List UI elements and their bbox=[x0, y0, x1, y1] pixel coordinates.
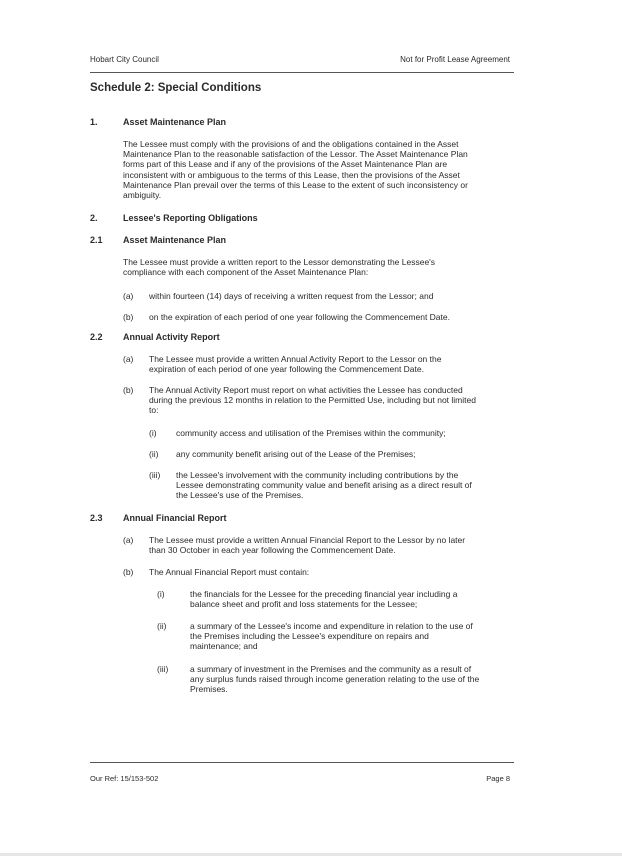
text-line: any surplus funds raised through income generation relating to the use of the bbox=[190, 674, 480, 685]
text-line: a summary of investment in the Premises and the community as a result of bbox=[190, 664, 472, 674]
text-line: a summary of the Lessee's income and expenditure in relation to the use of bbox=[190, 621, 473, 631]
text-line: inconsistent with or ambiguous to the terms of this Lease, then the provisions of the Asset bbox=[123, 169, 460, 180]
section-2-1-heading: Asset Maintenance Plan bbox=[123, 235, 227, 245]
section-2-2-number: 2.2 bbox=[90, 332, 103, 342]
clause-2-3-b-iii-text bbox=[190, 664, 514, 695]
clause-2-1-a-text: within fourteen (14) days of receiving a written request from the Lessor; and bbox=[149, 291, 434, 301]
text-line: maintenance; and bbox=[190, 641, 258, 652]
section-2-number: 2. bbox=[90, 213, 98, 223]
text-line: expiration of each period of one year following the Commencement Date. bbox=[149, 364, 424, 375]
text-line: The Lessee must provide a written Annual Activity Report to the Lessor on the bbox=[149, 354, 442, 364]
section-1-number: 1. bbox=[90, 117, 98, 127]
text-line: ambiguity. bbox=[123, 190, 162, 201]
text-line: balance sheet and profit and loss statements for the Lessee; bbox=[190, 599, 418, 610]
text-line: Premises. bbox=[190, 684, 228, 695]
text-line: The Annual Activity Report must report on what activities the Lessee has conducted bbox=[149, 385, 463, 395]
section-2-heading: Lessee's Reporting Obligations bbox=[123, 213, 258, 223]
header-organisation: Hobart City Council bbox=[90, 55, 159, 64]
clause-2-2-a-text bbox=[149, 354, 514, 374]
text-line: The Lessee must provide a written report to the Lessor demonstrating the Lessee's bbox=[123, 257, 436, 267]
section-1-heading: Asset Maintenance Plan bbox=[123, 117, 227, 127]
text-line: Maintenance Plan to the reasonable satisfaction of the Lessor. The Asset Maintenance Plan bbox=[123, 149, 468, 160]
section-2-2-heading: Annual Activity Report bbox=[123, 332, 220, 342]
text-line: the financials for the Lessee for the preceding financial year including a bbox=[190, 589, 458, 599]
clause-2-3-b-i-text bbox=[190, 589, 514, 609]
section-2-1-paragraph bbox=[123, 257, 513, 277]
clause-2-3-a-text bbox=[149, 535, 514, 555]
text-line: The Lessee must provide a written Annual Financial Report to the Lessor by no later bbox=[149, 535, 466, 545]
section-2-3-number: 2.3 bbox=[90, 513, 103, 523]
clause-2-3-b-i-label: (i) bbox=[157, 589, 165, 599]
clause-2-1-b-text: on the expiration of each period of one year following the Commencement Date. bbox=[149, 312, 450, 322]
clause-2-1-a-label: (a) bbox=[123, 291, 134, 301]
clause-2-3-b-label: (b) bbox=[123, 567, 134, 577]
text-line: The Lessee must comply with the provisions of and the obligations contained in the Asset bbox=[123, 139, 459, 149]
clause-2-2-b-label: (b) bbox=[123, 385, 134, 395]
clause-2-3-a-label: (a) bbox=[123, 535, 134, 545]
footer-rule bbox=[90, 762, 514, 763]
text-line: the Lessee's involvement with the community including contributions by the bbox=[176, 470, 459, 480]
section-1-paragraph bbox=[123, 139, 513, 200]
text-line: Maintenance Plan prevail over the terms of this Lease to the extent of such inconsistency or bbox=[123, 179, 468, 190]
clause-2-1-b-label: (b) bbox=[123, 312, 134, 322]
text-line: to: bbox=[149, 405, 159, 416]
clause-2-2-b-ii-text: any community benefit arising out of the Lease of the Premises; bbox=[176, 449, 416, 459]
clause-2-2-b-ii-label: (ii) bbox=[149, 449, 159, 459]
text-line: than 30 October in each year following the Commencement Date. bbox=[149, 545, 396, 556]
clause-2-2-b-iii-label: (iii) bbox=[149, 470, 161, 480]
text-line: forms part of this Lease and if any of the provisions of the Asset Maintenance Plan are bbox=[123, 159, 448, 170]
section-2-1-number: 2.1 bbox=[90, 235, 103, 245]
clause-2-2-b-text bbox=[149, 385, 514, 416]
clause-2-3-b-ii-text bbox=[190, 621, 514, 652]
clause-2-2-b-iii-text bbox=[176, 470, 514, 501]
header-document-title: Not for Profit Lease Agreement bbox=[400, 55, 510, 64]
section-2-3-heading: Annual Financial Report bbox=[123, 513, 227, 523]
clause-2-2-a-label: (a) bbox=[123, 354, 134, 364]
clause-2-2-b-i-text: community access and utilisation of the Premises within the community; bbox=[176, 428, 446, 438]
clause-2-3-b-text: The Annual Financial Report must contain: bbox=[149, 567, 310, 577]
text-line: the Lessee's use of the Premises. bbox=[176, 490, 304, 501]
header-rule bbox=[90, 72, 514, 73]
footer-page-number: Page 8 bbox=[486, 774, 510, 783]
clause-2-2-b-i-label: (i) bbox=[149, 428, 157, 438]
text-line: compliance with each component of the Asset Maintenance Plan: bbox=[123, 267, 369, 278]
text-line: the Premises including the Lessee's expenditure on repairs and bbox=[190, 631, 429, 642]
footer-reference: Our Ref: 15/153-502 bbox=[90, 774, 159, 783]
clause-2-3-b-ii-label: (ii) bbox=[157, 621, 167, 631]
text-line: Lessee demonstrating community value and benefit arising as a direct result of bbox=[176, 480, 472, 491]
clause-2-3-b-iii-label: (iii) bbox=[157, 664, 169, 674]
text-line: during the previous 12 months in relation to the Permitted Use, including but not limited bbox=[149, 395, 476, 406]
schedule-title: Schedule 2: Special Conditions bbox=[90, 82, 262, 94]
